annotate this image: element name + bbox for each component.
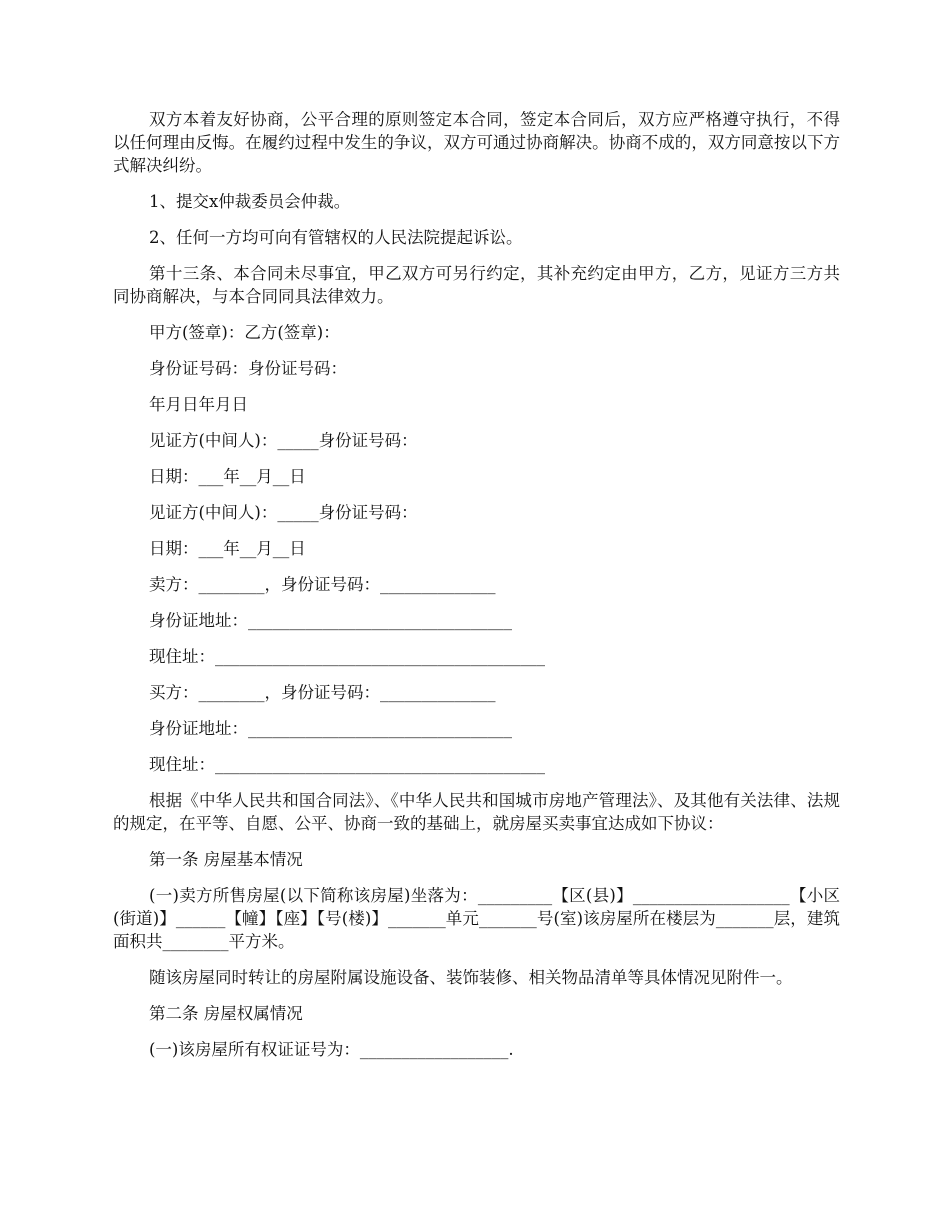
paragraph-attachment-note: 随该房屋同时转让的房屋附属设施设备、装饰装修、相关物品清单等具体情况见附件一。 — [149, 968, 793, 987]
signature-party-a-b: 甲方(签章)：乙方(签章)： — [149, 323, 340, 342]
paragraph-article-13: 第十三条、本合同未尽事宜，甲乙双方可另行约定，其补充约定由甲方，乙方，见证方三方共同协商解决，与本合同同具法律效力。 — [113, 264, 840, 306]
heading-article-2: 第二条 房屋权属情况 — [149, 1004, 303, 1023]
witness-date-line-1: 日期：___年__月__日 — [149, 467, 306, 486]
seller-line: 卖方：________，身份证号码：______________ — [149, 575, 496, 594]
witness-line-2: 见证方(中间人)：_____身份证号码： — [149, 503, 418, 522]
paragraph-property-location: (一)卖方所售房屋(以下简称该房屋)坐落为：_________【区(县)】___________________【小区(街道)】______【幢】【座】【号(楼)】_______单元_______号(室)该房屋所在楼层为_______层，建筑面积共________平方米。 — [113, 886, 840, 951]
buyer-line: 买方：________，身份证号码：______________ — [149, 683, 496, 702]
document-page — [113, 108, 840, 1061]
id-number-line: 身份证号码：身份证号码： — [149, 359, 347, 378]
paragraph-dispute-resolution: 双方本着友好协商，公平合理的原则签定本合同，签定本合同后，双方应严格遵守执行，不得以任何理由反悔。在履约过程中发生的争议，双方可通过协商解决。协商不成的，双方同意按以下方式解决纠纷。 — [113, 110, 840, 175]
paragraph-arbitration-option: 1、提交x仲裁委员会仲裁。 — [149, 192, 351, 211]
witness-line-1: 见证方(中间人)：_____身份证号码： — [149, 431, 418, 450]
seller-current-address-line: 现住址：________________________________________ — [149, 647, 545, 666]
buyer-id-address-line: 身份证地址：________________________________ — [149, 719, 512, 738]
date-line: 年月日年月日 — [149, 395, 248, 414]
paragraph-legal-basis: 根据《中华人民共和国合同法》、《中华人民共和国城市房地产管理法》、及其他有关法律、法规的规定，在平等、自愿、公平、协商一致的基础上，就房屋买卖事宜达成如下协议： — [113, 791, 840, 833]
paragraph-litigation-option: 2、任何一方均可向有管辖权的人民法院提起诉讼。 — [149, 228, 523, 247]
heading-article-1: 第一条 房屋基本情况 — [149, 850, 303, 869]
seller-id-address-line: 身份证地址：________________________________ — [149, 611, 512, 630]
buyer-current-address-line: 现住址：________________________________________ — [149, 755, 545, 774]
witness-date-line-2: 日期：___年__月__日 — [149, 539, 306, 558]
paragraph-ownership-certificate: (一)该房屋所有权证证号为：__________________. — [149, 1040, 514, 1059]
